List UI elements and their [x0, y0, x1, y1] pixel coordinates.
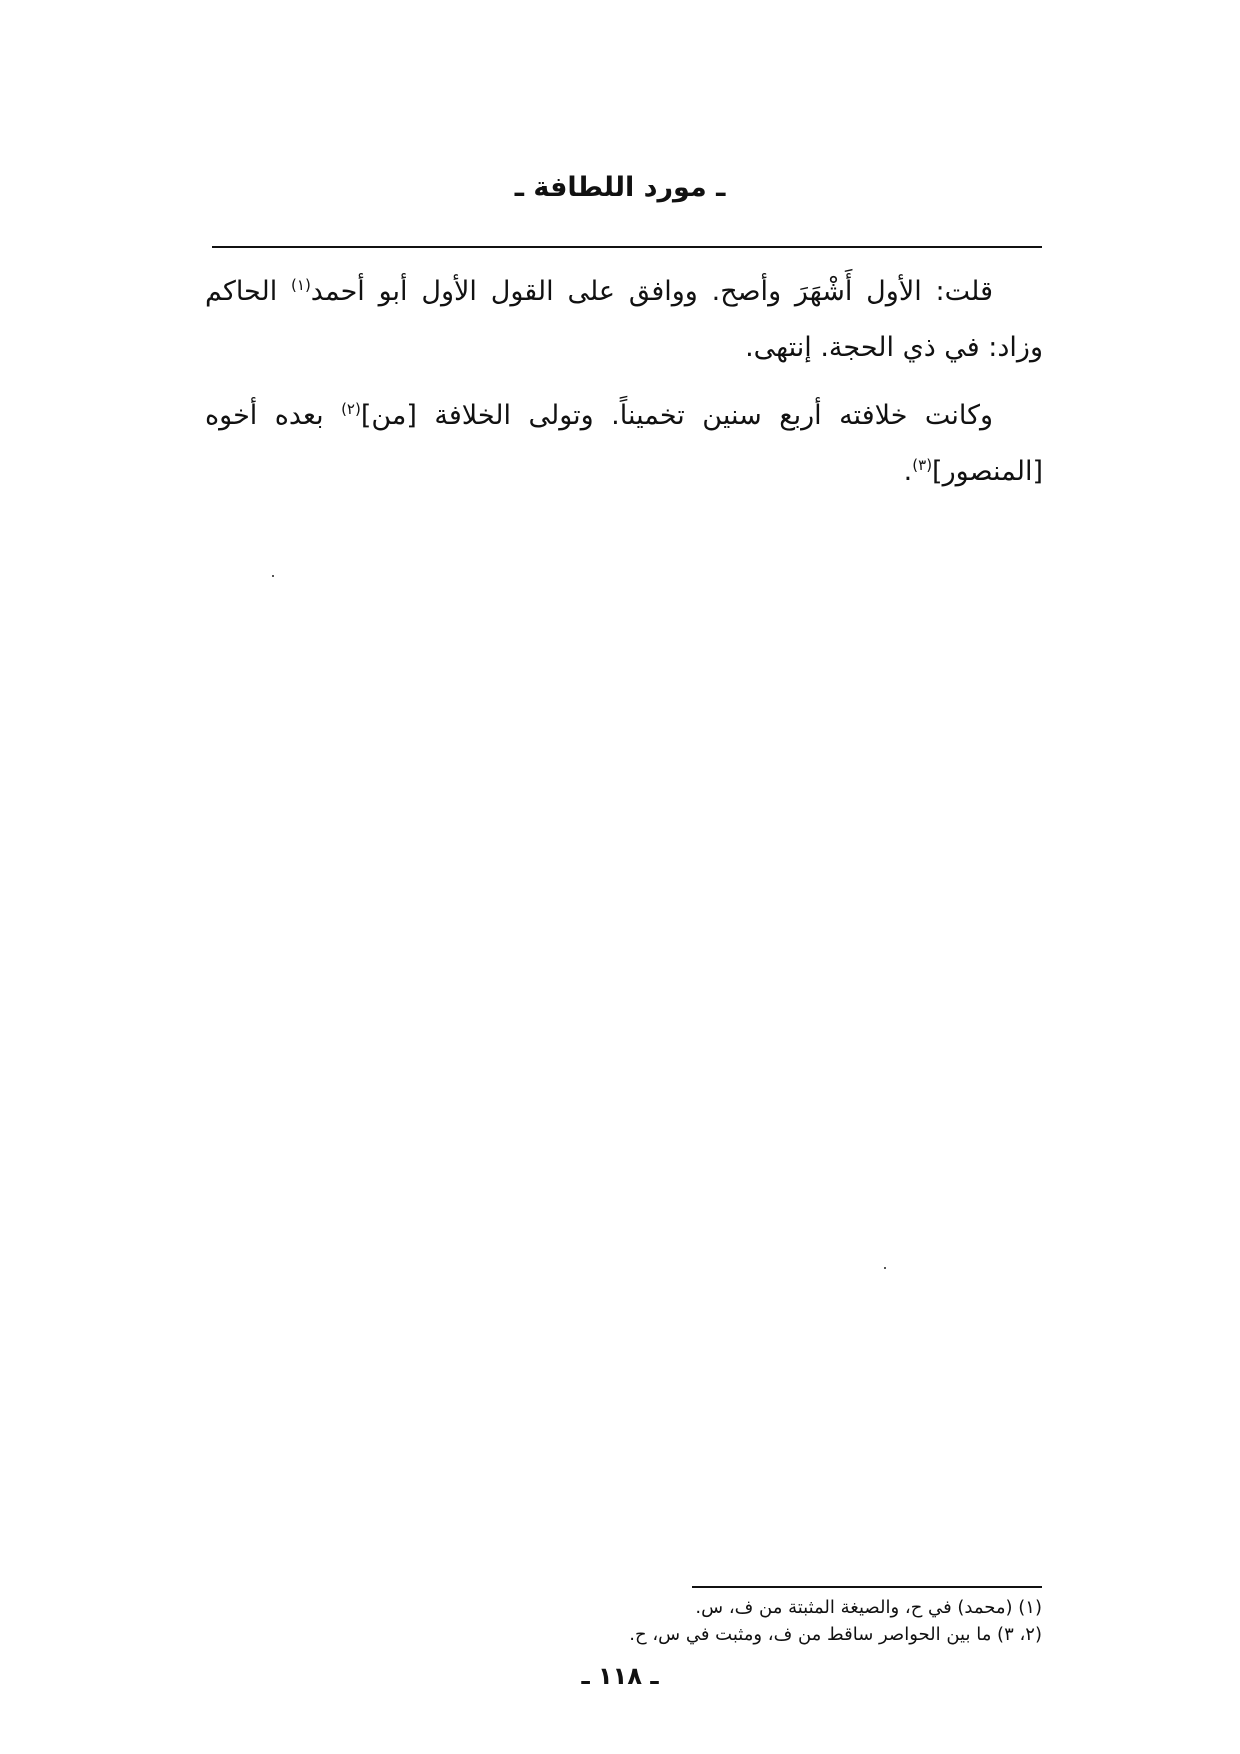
paragraph-2-text: وكانت خلافته أربع سنين تخميناً. وتولى الخلافة [من]	[360, 400, 994, 431]
footnote-ref-3: (٣)	[912, 456, 933, 474]
footnotes	[400, 1594, 1042, 1648]
footnote-rule	[692, 1586, 1042, 1588]
paragraph-2-text-end: .	[903, 456, 913, 487]
footnote-ref-2: (٢)	[341, 400, 361, 418]
scan-speck	[884, 1267, 886, 1269]
paragraph-1-text: قلت: الأول أَشْهَرَ وأصح. ووافق على القول الأول أبو أحمد	[310, 276, 993, 307]
footnote-ref-1: (١)	[291, 276, 311, 294]
paragraph-2-text-mid: بعده أخوه [المنصور]	[205, 400, 1043, 487]
paragraph-2	[205, 388, 1043, 500]
body-text	[205, 264, 1043, 512]
scan-speck	[272, 575, 274, 577]
page-number: ـ ١١٨ ـ	[581, 1662, 659, 1690]
paragraph-1	[205, 264, 1043, 376]
footnote-1: (١) (محمد) في ح، والصيغة المثبتة من ف، س.	[695, 1597, 1042, 1618]
header-rule	[212, 246, 1042, 248]
running-head: ـ مورد اللطافة ـ	[514, 172, 726, 203]
footnote-2: (٢، ٣) ما بين الحواصر ساقط من ف، ومثبت في س، ح.	[629, 1624, 1042, 1645]
paragraph-1-text-cont: الحاكم وزاد: في ذي الحجة. إنتهى.	[205, 276, 1043, 363]
